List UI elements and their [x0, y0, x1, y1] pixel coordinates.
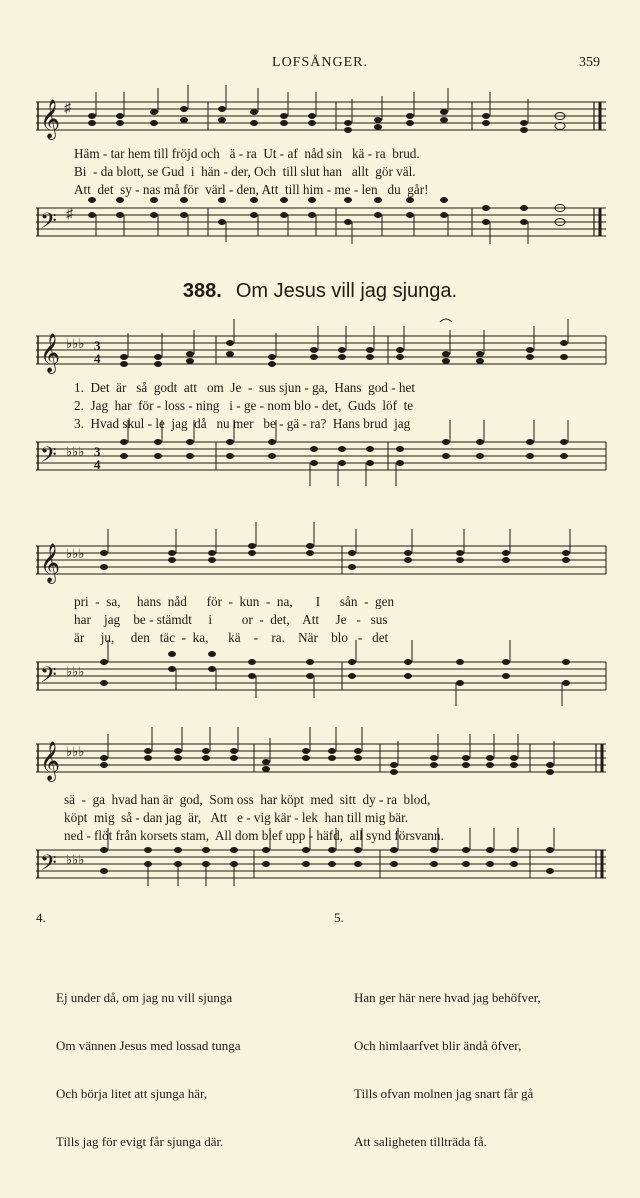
sharp-icon: ♯: [66, 207, 73, 222]
page-number: 359: [579, 55, 600, 70]
prev-treble-staff: [36, 96, 606, 136]
prev-lyric-line-3: Att det sy - nas må för värl - den, Att till him - me - len du går!: [74, 182, 429, 197]
bass-clef-icon: 𝄢: [40, 851, 57, 880]
bass-clef-icon: 𝄢: [40, 209, 57, 238]
prev-lyric-line-1: Häm - tar hem till fröjd och ä - ra Ut - af nåd sin kä - ra brud.: [74, 146, 420, 161]
flat-icon: ♭♭♭: [66, 546, 85, 561]
verse-line: Och himlaarfvet blir ändå öfver,: [354, 1038, 522, 1053]
hymn-heading: [0, 280, 640, 303]
s1-lyric-line-3: 3. Hvad skul - le jag då nu mer be - gä - ra? Hans brud jag: [74, 416, 411, 431]
verse-line: Tills ofvan molnen jag snart får gå: [354, 1086, 534, 1101]
hymn-number: 388.: [182, 280, 222, 302]
verse-4: [36, 910, 241, 1198]
treble-clef-icon: 𝄞: [40, 545, 61, 582]
bass-clef-icon: 𝄢: [40, 663, 57, 692]
treble-clef-icon: 𝄞: [40, 335, 61, 372]
flat-icon: ♭♭♭: [66, 744, 85, 759]
system2-treble-staff: [36, 540, 606, 580]
flat-icon: ♭♭♭: [66, 664, 85, 679]
treble-clef-icon: 𝄞: [40, 743, 61, 780]
s1-lyric-line-2: 2. Jag har för - loss - ning i - ge - nom blo - det, Guds löf te: [74, 398, 414, 413]
flat-icon: ♭♭♭: [66, 852, 85, 867]
hymn-title: Om Jesus vill jag sjunga.: [235, 280, 458, 302]
s2-lyric-line-2: har jag be - stämdt i or - det, Att Je - sus: [74, 612, 388, 627]
s2-lyric-line-3: är ju, den täc - ka, kä - ra. När blo - det: [74, 630, 389, 645]
verse-line: Ej under då, om jag nu vill sjunga: [56, 990, 233, 1005]
s3-lyric-line-1: sä - ga hvad han är god, Som oss har köpt med sitt dy - ra blod,: [64, 792, 431, 807]
notes: [88, 106, 565, 133]
verse-line: Och börja litet att sjunga här,: [56, 1086, 208, 1101]
verse-5: [334, 910, 541, 1198]
verse-line: Han ger här nere hvad jag behöfver,: [354, 990, 541, 1005]
flat-icon: ♭♭♭: [66, 336, 85, 351]
verse-line: Om vännen Jesus med lossad tunga: [56, 1038, 241, 1053]
sharp-icon: ♯: [64, 101, 71, 116]
bass-clef-icon: 𝄢: [40, 443, 57, 472]
running-header: LOFSÅNGER.: [272, 55, 368, 70]
verse-number: 4.: [36, 910, 46, 925]
time-signature-bottom: 4: [94, 351, 101, 366]
s2-lyric-line-1: pri - sa, hans nåd för - kun - na, I sån - gen: [74, 594, 395, 609]
system1-bass-staff: [36, 436, 606, 476]
s3-lyric-line-2: köpt mig så - dan jag är, Att e - vig kär - lek han till mig bär.: [64, 810, 409, 825]
system2-bass-staff: [36, 656, 606, 696]
fermata-icon: [440, 319, 452, 322]
verse-number: 5.: [334, 910, 344, 925]
time-signature-top: 3: [94, 338, 101, 353]
prev-bass-staff: [36, 202, 606, 242]
treble-clef-icon: 𝄞: [40, 101, 61, 138]
s1-lyric-line-1: 1. Det är så godt att om Je - sus sjun - ga, Hans god - het: [74, 380, 415, 395]
time-signature-top: 3: [94, 444, 101, 459]
prev-lyric-line-2: Bi - da blott, se Gud i hän - der, Och till slut han allt gör väl.: [74, 164, 416, 179]
system1-treble-staff: [36, 330, 606, 370]
verse-line: Tills jag för evigt får sjunga där.: [56, 1134, 224, 1149]
time-signature-bottom: 4: [94, 457, 101, 472]
s3-lyric-line-3: ned - flöt från korsets stam, All dom blef upp - häfd, all synd försvann.: [64, 828, 444, 843]
system3-bass-staff: [36, 844, 606, 884]
flat-icon: ♭♭♭: [66, 444, 85, 459]
system3-treble-staff: [36, 738, 606, 778]
verse-line: Att saligheten tillträda få.: [354, 1134, 487, 1149]
